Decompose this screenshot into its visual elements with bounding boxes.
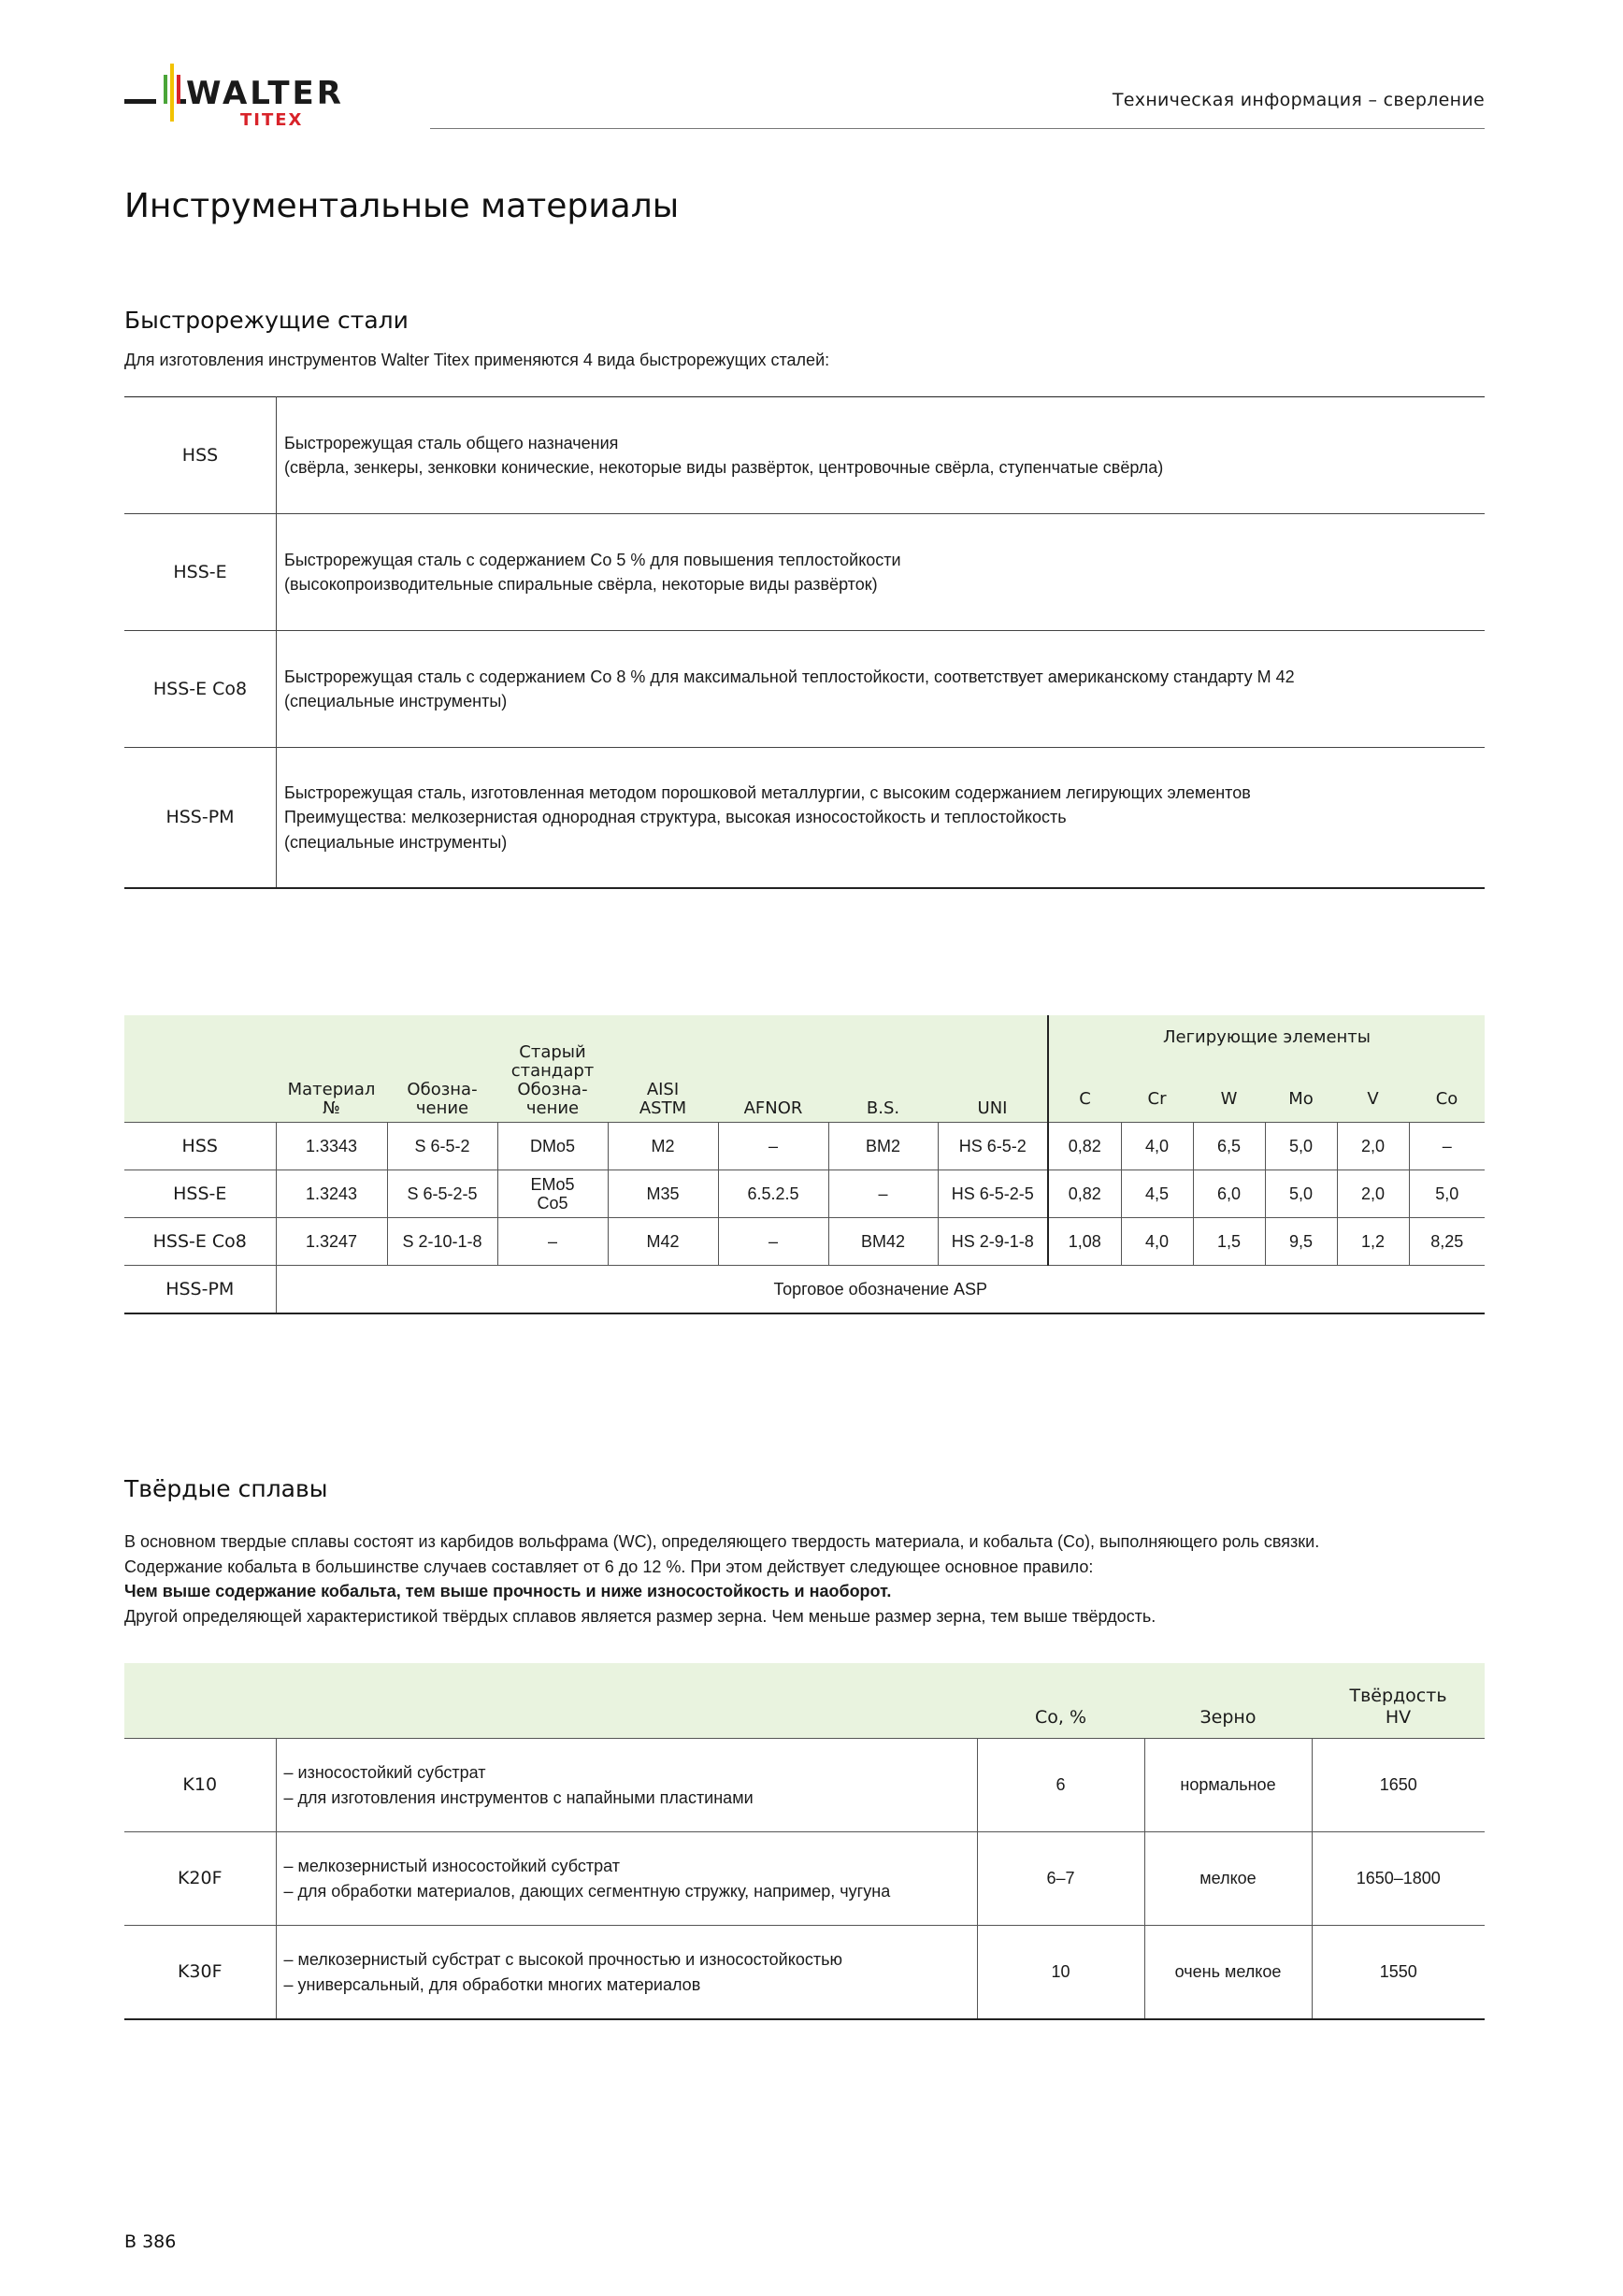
header-element: C — [1048, 1077, 1121, 1123]
steel-code: HSS-PM — [124, 1266, 276, 1314]
carbide-intro — [124, 1529, 1319, 1629]
designation: S 2-10-1-8 — [387, 1218, 497, 1266]
description-line: (специальные инструменты) — [284, 832, 508, 852]
element-value: 0,82 — [1048, 1123, 1121, 1170]
element-value: 1,5 — [1193, 1218, 1265, 1266]
uni-value: HS 6-5-2-5 — [938, 1170, 1048, 1218]
element-value: 1,2 — [1337, 1218, 1409, 1266]
description-line: Быстрорежущая сталь, изготовленная методом порошковой металлургии, с высоким содержанием легирующих элементов — [284, 782, 1251, 802]
grade-code: K10 — [124, 1739, 276, 1832]
header-co: Co, % — [977, 1663, 1144, 1739]
element-value: 4,0 — [1121, 1123, 1193, 1170]
material-no: 1.3243 — [276, 1170, 387, 1218]
description-line: Преимущества: мелкозернистая однородная структура, высокая износостойкость и теплостойкость — [284, 808, 1067, 826]
grade-description: – износостойкий субстрат – для изготовления инструментов с напайными пластинами — [276, 1739, 977, 1832]
bs-value: BM2 — [828, 1123, 938, 1170]
table-row — [124, 397, 1485, 514]
element-value: 6,5 — [1193, 1123, 1265, 1170]
grade-code: K30F — [124, 1926, 276, 2020]
header-designation: Обозна- чение — [387, 1015, 497, 1123]
header-element: Mo — [1265, 1077, 1337, 1123]
hss-intro — [124, 348, 829, 373]
svg-text:TITEX: TITEX — [240, 110, 304, 130]
steel-code: HSS-E Co8 — [124, 1218, 276, 1266]
steel-code: HSS-E Co8 — [124, 631, 277, 748]
hss-section-title: Быстрорежущие стали — [124, 307, 409, 334]
svg-text:WALTER: WALTER — [186, 75, 344, 112]
header-empty — [124, 1663, 276, 1739]
steel-description — [277, 631, 1486, 748]
table-row — [124, 1218, 1485, 1266]
header-title: Техническая информация – сверление — [1112, 90, 1485, 110]
co-value: 6–7 — [977, 1832, 1144, 1926]
bs-value: BM42 — [828, 1218, 938, 1266]
hardness-value: 1650 — [1312, 1739, 1485, 1832]
aisi-value: M35 — [608, 1170, 718, 1218]
afnor-value: – — [718, 1218, 828, 1266]
description-line: (высокопроизводительные спиральные свёрла, некоторые виды развёрток) — [284, 575, 878, 594]
description-line: (свёрла, зенкеры, зенковки конические, некоторые виды развёрток, центровочные свёрла, ступенчатые свёрла) — [284, 458, 1164, 477]
table-row — [124, 631, 1485, 748]
element-value: 5,0 — [1265, 1170, 1337, 1218]
table-row — [124, 748, 1485, 888]
steel-description — [277, 748, 1486, 888]
steel-code: HSS-PM — [124, 748, 277, 888]
designation: S 6-5-2 — [387, 1123, 497, 1170]
element-value: 0,82 — [1048, 1170, 1121, 1218]
steel-code: HSS — [124, 397, 277, 514]
co-value: 6 — [977, 1739, 1144, 1832]
element-value: 4,0 — [1121, 1218, 1193, 1266]
element-value: 5,0 — [1265, 1123, 1337, 1170]
steel-description — [277, 397, 1486, 514]
carbide-text-line: В основном твердые сплавы состоят из карбидов вольфрама (WC), определяющего твердость материала, и кобальта (Co), выполняющего роль связки. — [124, 1532, 1320, 1551]
hss-intro-text: Для изготовления инструментов Walter Titex применяются 4 вида быстрорежущих сталей: — [124, 351, 830, 369]
table-row — [124, 1170, 1485, 1218]
element-value: 8,25 — [1409, 1218, 1485, 1266]
carbide-table — [124, 1663, 1485, 2020]
grade-description: – мелкозернистый износостойкий субстрат – для обработки материалов, дающих сегментную стружку, например, чугуна — [276, 1832, 977, 1926]
page-title: Инструментальные материалы — [124, 187, 680, 225]
element-value: – — [1409, 1123, 1485, 1170]
table-row — [124, 1266, 1485, 1314]
header-old-standard: Старый стандарт Обозна- чение — [497, 1015, 608, 1123]
grade-code: K20F — [124, 1832, 276, 1926]
header-alloying-elements: Легирующие элементы — [1048, 1015, 1485, 1077]
bs-value: – — [828, 1170, 938, 1218]
header-aisi-astm: AISI ASTM — [608, 1015, 718, 1123]
element-value: 9,5 — [1265, 1218, 1337, 1266]
header-empty — [276, 1663, 977, 1739]
description-line: Быстрорежущая сталь общего назначения — [284, 433, 619, 452]
header-empty — [124, 1015, 276, 1123]
old-designation: – — [497, 1218, 608, 1266]
header-divider — [430, 128, 1485, 129]
carbide-section-title: Твёрдые сплавы — [124, 1475, 328, 1502]
carbide-text-line: Содержание кобальта в большинстве случаев составляет от 6 до 12 %. При этом действует следующее основное правило: — [124, 1557, 1094, 1576]
element-value: 4,5 — [1121, 1170, 1193, 1218]
designation: S 6-5-2-5 — [387, 1170, 497, 1218]
description-line: (специальные инструменты) — [284, 692, 508, 710]
hardness-value: 1550 — [1312, 1926, 1485, 2020]
header-grain: Зерно — [1144, 1663, 1312, 1739]
steel-code: HSS-E — [124, 514, 277, 631]
table-row — [124, 1832, 1485, 1926]
carbide-rule-line: Чем выше содержание кобальта, тем выше прочность и ниже износостойкость и наоборот. — [124, 1582, 892, 1600]
element-value: 2,0 — [1337, 1170, 1409, 1218]
header-element: Cr — [1121, 1077, 1193, 1123]
material-no: 1.3247 — [276, 1218, 387, 1266]
header-afnor: AFNOR — [718, 1015, 828, 1123]
aisi-value: M42 — [608, 1218, 718, 1266]
element-value: 2,0 — [1337, 1123, 1409, 1170]
afnor-value: 6.5.2.5 — [718, 1170, 828, 1218]
grade-description: – мелкозернистый субстрат с высокой прочностью и износостойкостью – универсальный, для обработки многих материалов — [276, 1926, 977, 2020]
header-element: Co — [1409, 1077, 1485, 1123]
table-row — [124, 1739, 1485, 1832]
steel-code: HSS-E — [124, 1170, 276, 1218]
steel-description — [277, 514, 1486, 631]
old-designation: EMo5 Co5 — [497, 1170, 608, 1218]
header-uni: UNI — [938, 1015, 1048, 1123]
material-no: 1.3343 — [276, 1123, 387, 1170]
table-row — [124, 514, 1485, 631]
description-line: Быстрорежущая сталь с содержанием Co 8 % для максимальной теплостойкости, соответствует американскому стандарту M 42 — [284, 667, 1295, 686]
header-bs: B.S. — [828, 1015, 938, 1123]
hss-types-table — [124, 396, 1485, 889]
uni-value: HS 6-5-2 — [938, 1123, 1048, 1170]
afnor-value: – — [718, 1123, 828, 1170]
hss-composition-table — [124, 1015, 1485, 1314]
table-row — [124, 1926, 1485, 2020]
co-value: 10 — [977, 1926, 1144, 2020]
grain-value: очень мелкое — [1144, 1926, 1312, 2020]
description-line: Быстрорежущая сталь с содержанием Co 5 % для повышения теплостойкости — [284, 550, 901, 569]
element-value: 5,0 — [1409, 1170, 1485, 1218]
header-material-no: Материал № — [276, 1015, 387, 1123]
hardness-value: 1650–1800 — [1312, 1832, 1485, 1926]
steel-code: HSS — [124, 1123, 276, 1170]
element-value: 1,08 — [1048, 1218, 1121, 1266]
carbide-text-line: Другой определяющей характеристикой твёрдых сплавов является размер зерна. Чем меньше размер зерна, тем выше твёрдость. — [124, 1606, 1156, 1626]
table-row — [124, 1123, 1485, 1170]
grain-value: мелкое — [1144, 1832, 1312, 1926]
grain-value: нормальное — [1144, 1739, 1312, 1832]
header-element: W — [1193, 1077, 1265, 1123]
page-number: B 386 — [124, 2231, 177, 2252]
header-element: V — [1337, 1077, 1409, 1123]
element-value: 6,0 — [1193, 1170, 1265, 1218]
trade-designation: Торговое обозначение ASP — [276, 1266, 1485, 1314]
uni-value: HS 2-9-1-8 — [938, 1218, 1048, 1266]
old-designation: DMo5 — [497, 1123, 608, 1170]
aisi-value: M2 — [608, 1123, 718, 1170]
header-hardness: Твёрдость HV — [1312, 1663, 1485, 1739]
walter-titex-logo — [124, 62, 405, 133]
